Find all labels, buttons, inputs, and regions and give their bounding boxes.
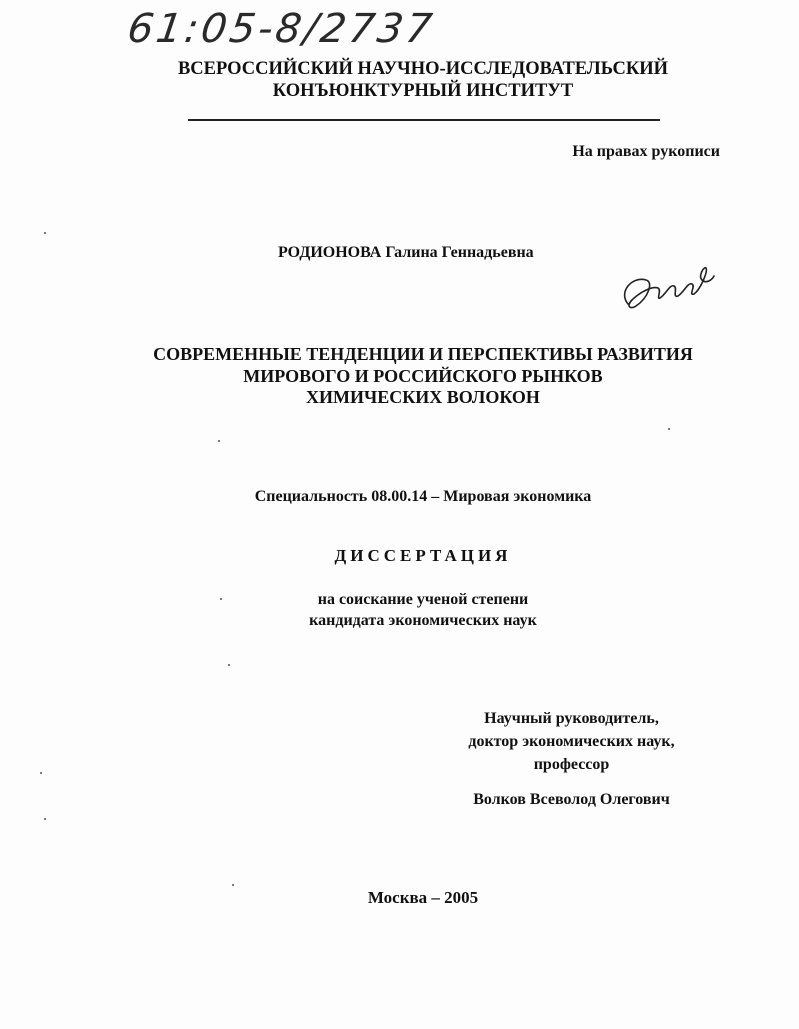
supervisor-block — [380, 707, 763, 776]
scan-speck — [668, 428, 670, 430]
degree-line-1: на соискание ученой степени — [317, 591, 529, 608]
degree-sought — [0, 589, 799, 631]
institute-line-2: КОНЪЮНКТУРНЫЙ ИНСТИТУТ — [272, 81, 574, 101]
scan-speck — [232, 884, 234, 886]
scan-speck — [40, 772, 42, 774]
scan-speck — [228, 664, 230, 666]
title-line-2: МИРОВОГО И РОССИЙСКОГО РЫНКОВ — [243, 365, 603, 386]
author-name: РОДИОНОВА Галина Геннадьевна — [278, 244, 534, 261]
degree-line-2: кандидата экономических наук — [309, 612, 537, 629]
scan-speck — [44, 232, 46, 234]
title-line-1: СОВРЕМЕННЫЕ ТЕНДЕНЦИИ И ПЕРСПЕКТИВЫ РАЗВИТИЯ — [153, 344, 693, 364]
author-signature — [618, 262, 718, 314]
supervisor-role-line-3: профессор — [533, 756, 610, 773]
dissertation-title — [0, 344, 799, 409]
document-type: ДИССЕРТАЦИЯ — [334, 546, 512, 565]
city-year: Москва – 2005 — [367, 888, 479, 907]
institute-name — [0, 58, 799, 102]
scan-speck — [218, 440, 220, 442]
specialty-line: Специальность 08.00.14 – Мировая экономика — [254, 488, 592, 505]
institute-line-1: ВСЕРОССИЙСКИЙ НАУЧНО-ИССЛЕДОВАТЕЛЬСКИЙ — [177, 59, 669, 79]
title-line-3: ХИМИЧЕСКИХ ВОЛОКОН — [306, 387, 540, 407]
supervisor-role-line-2: доктор экономических наук, — [468, 733, 675, 750]
scan-speck — [220, 598, 222, 600]
supervisor-name: Волков Всеволод Олегович — [473, 791, 670, 808]
archive-code-handwritten: 61:05-8/2737 — [124, 6, 438, 52]
supervisor-role-line-1: Научный руководитель, — [484, 710, 659, 727]
manuscript-rights-note: На правах рукописи — [572, 143, 720, 160]
scan-speck — [44, 818, 46, 820]
header-divider — [188, 119, 660, 121]
